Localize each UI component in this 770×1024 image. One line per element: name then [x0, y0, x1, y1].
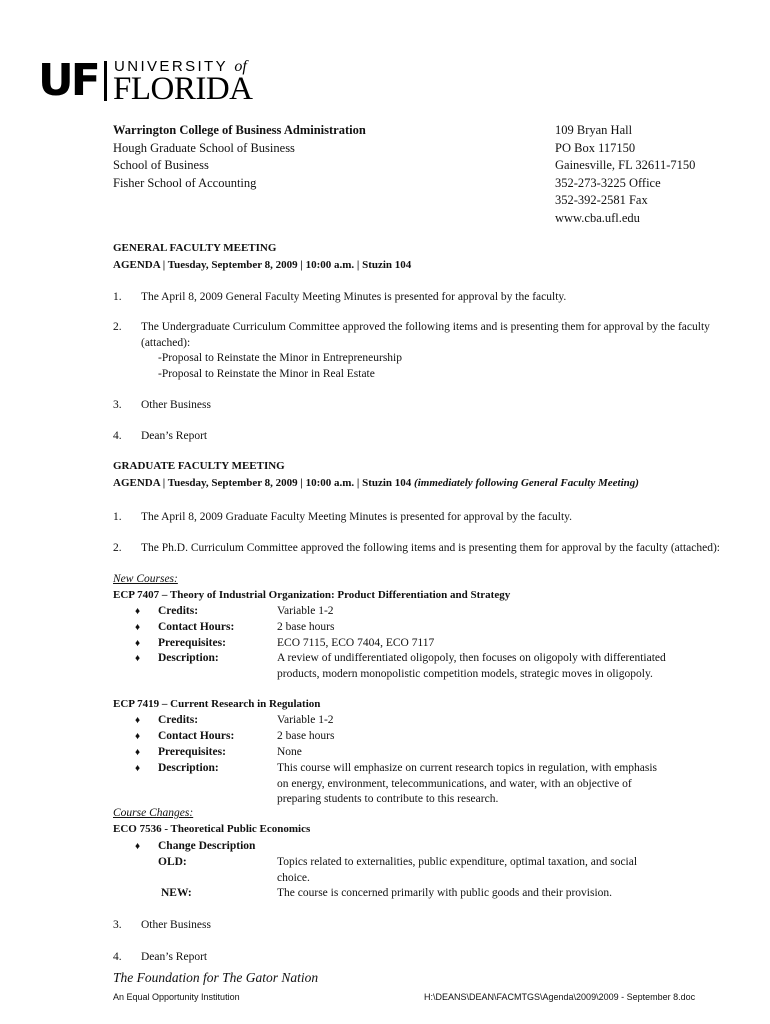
- website-link[interactable]: www.cba.ufl.edu: [555, 210, 640, 225]
- item-text: Other Business: [141, 399, 211, 411]
- logo-divider: [104, 61, 107, 101]
- item-text: The Ph.D. Curriculum Committee approved the following items and is presenting them for approval by the faculty (attached):: [141, 542, 721, 554]
- item-number: 4.: [113, 951, 122, 963]
- item-number: 1.: [113, 511, 122, 523]
- section-title: GENERAL FACULTY MEETING: [113, 242, 277, 254]
- item-number: 2.: [113, 321, 122, 333]
- item-text: The April 8, 2009 Graduate Faculty Meeting Minutes is presented for approval by the faculty.: [141, 511, 573, 523]
- logo-university: UNIVERSITY of: [114, 58, 247, 75]
- logo-uf: UF: [38, 55, 98, 106]
- footer-tagline: The Foundation for The Gator Nation: [113, 970, 319, 985]
- address-line: Gainesville, FL 32611-7150: [555, 158, 696, 172]
- address-line: 109 Bryan Hall: [555, 123, 633, 137]
- school-name: School of Business: [113, 158, 209, 172]
- college-names: [113, 122, 366, 192]
- contact-address: [555, 122, 695, 227]
- footer-equal-opportunity: An Equal Opportunity Institution: [113, 992, 240, 1002]
- footer-file-path: H:\DEANS\DEAN\FACMTGS\Agenda\2009\2009 - September 8.doc: [424, 992, 696, 1002]
- agenda-item: [113, 950, 723, 966]
- new-courses-label: New Courses:: [113, 573, 178, 585]
- course-title: ECP 7407 – Theory of Industrial Organization: Product Differentiation and Strategy: [113, 589, 511, 601]
- school-name: Fisher School of Accounting: [113, 175, 257, 190]
- university-logo: [38, 55, 278, 108]
- item-number: 2.: [113, 542, 122, 554]
- item-text: The April 8, 2009 General Faculty Meeting Minutes is presented for approval by the faculty.: [141, 291, 567, 303]
- diamond-bullet-icon: ♦: [135, 622, 141, 633]
- item-text: Dean’s Report: [141, 951, 208, 963]
- school-name: Hough Graduate School of Business: [113, 140, 295, 155]
- agenda-item: [113, 510, 723, 526]
- item-number: 3.: [113, 399, 122, 411]
- item-text: The Undergraduate Curriculum Committee approved the following items and is presenting them for approval by the faculty (attached):: [141, 321, 710, 349]
- course-changes-label: Course Changes:: [113, 807, 194, 819]
- graduate-meeting-heading: [113, 458, 639, 492]
- phone-fax: 352-392-2581 Fax: [555, 193, 648, 207]
- sub-item: -Proposal to Reinstate the Minor in Entrepreneurship: [158, 352, 403, 364]
- diamond-bullet-icon: ♦: [135, 763, 141, 774]
- course-title: ECO 7536 - Theoretical Public Economics: [113, 823, 311, 835]
- diamond-bullet-icon: ♦: [135, 731, 141, 742]
- agenda-line: AGENDA | Tuesday, September 8, 2009 | 10:00 a.m. | Stuzin 104: [113, 259, 412, 271]
- agenda-item: [113, 320, 723, 382]
- agenda-line: AGENDA | Tuesday, September 8, 2009 | 10:00 a.m. | Stuzin 104 (immediately following General Faculty Meeting): [113, 477, 639, 489]
- diamond-bullet-icon: ♦: [135, 653, 141, 664]
- college-name: Warrington College of Business Administration: [113, 123, 366, 137]
- phone-office: 352-273-3225 Office: [555, 175, 661, 190]
- diamond-bullet-icon: ♦: [135, 715, 141, 726]
- diamond-bullet-icon: ♦: [135, 606, 141, 617]
- agenda-note: (immediately following General Faculty Meeting): [414, 477, 639, 489]
- agenda-item: [113, 290, 723, 306]
- agenda-item: [113, 429, 723, 445]
- agenda-item: [113, 541, 723, 557]
- diamond-bullet-icon: ♦: [135, 747, 141, 758]
- agenda-item: [113, 398, 723, 414]
- diamond-bullet-icon: ♦: [135, 638, 141, 649]
- section-title: GRADUATE FACULTY MEETING: [113, 460, 285, 472]
- agenda-item: [113, 918, 723, 934]
- diamond-bullet-icon: ♦: [135, 841, 141, 852]
- item-text: Other Business: [141, 919, 211, 931]
- item-number: 3.: [113, 919, 122, 931]
- address-line: PO Box 117150: [555, 140, 636, 155]
- item-text: Dean’s Report: [141, 430, 208, 442]
- course-title: ECP 7419 – Current Research in Regulation: [113, 698, 321, 710]
- item-number: 1.: [113, 291, 122, 303]
- sub-item: -Proposal to Reinstate the Minor in Real Estate: [158, 367, 375, 380]
- logo-florida: FLORIDA: [113, 71, 253, 107]
- item-number: 4.: [113, 430, 122, 442]
- general-meeting-heading: [113, 240, 411, 274]
